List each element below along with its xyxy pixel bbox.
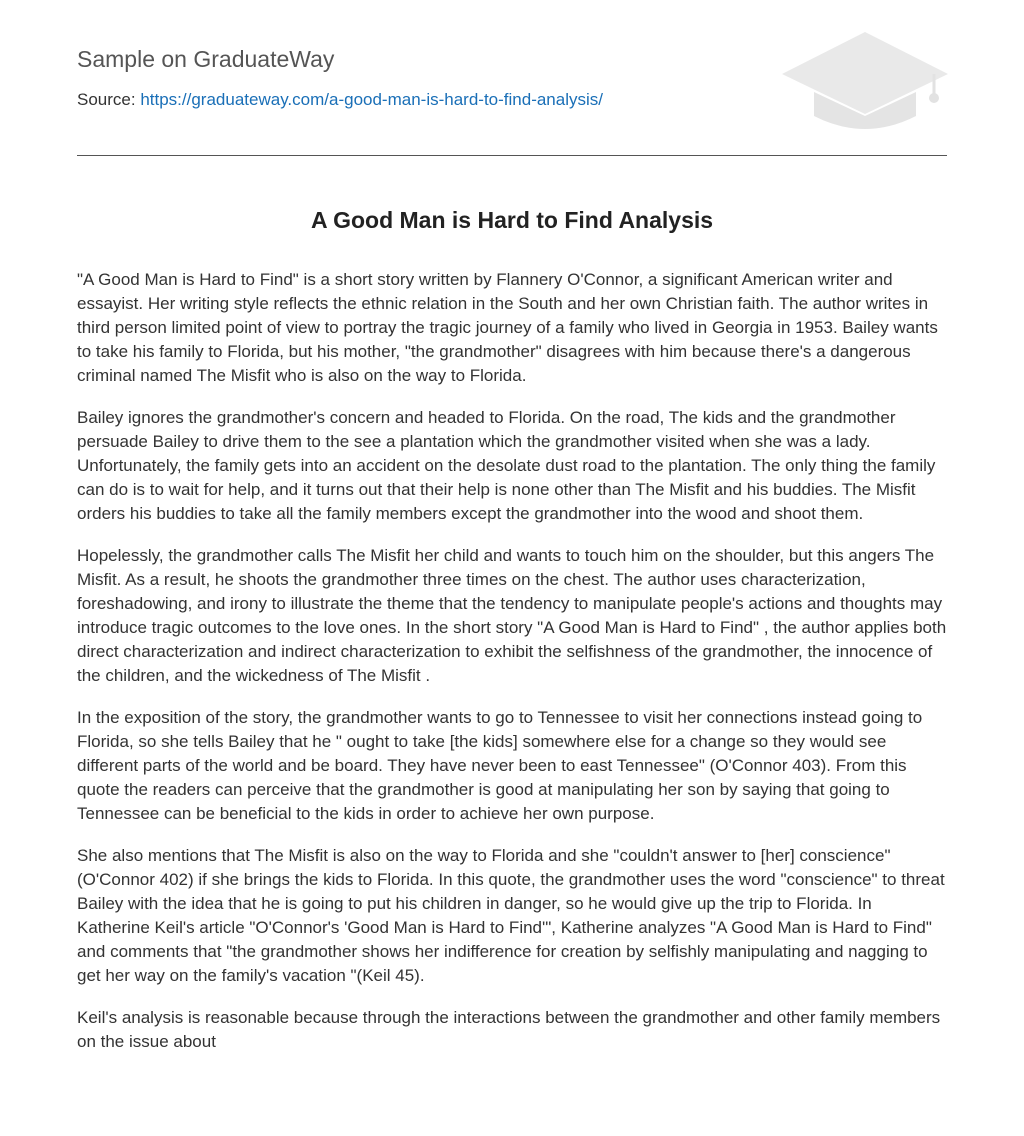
source-link[interactable]: https://graduateway.com/a-good-man-is-hard-to-find-analysis/ bbox=[140, 90, 603, 109]
article-body bbox=[77, 268, 949, 1072]
paragraph: Bailey ignores the grandmother's concern and headed to Florida. On the road, The kids and the grandmother persuade Bailey to drive them to the see a plantation which the grandmother visited when she was a lady. Unfortunately, the family gets into an accident on the desolate dust road to the plantation. The only thing the family can do is to wait for help, and it turns out that their help is none other than The Misfit and his buddies. The Misfit orders his buddies to take all the family members except the grandmother into the wood and shoot them. bbox=[77, 408, 936, 523]
article-title: A Good Man is Hard to Find Analysis bbox=[310, 207, 714, 233]
source-label: Source: bbox=[77, 90, 136, 109]
page-header bbox=[77, 0, 947, 156]
paragraph: She also mentions that The Misfit is also on the way to Florida and she "couldn't answer to [her] conscience" (O'Connor 402) if she brings the kids to Florida. In this quote, the grandmother uses the word "conscience" to threat Bailey with the idea that he is going to put his children in danger, so he would give up the trip to Florida. In Katherine Keil's article "O'Connor's 'Good Man is Hard to Find'", Katherine analyzes "A Good Man is Hard to Find" and comments that "the grandmother shows her indifference for creation by selfishly manipulating and nagging to get her way on the family's vacation "(Keil 45). bbox=[77, 846, 945, 985]
paragraph: "A Good Man is Hard to Find" is a short story written by Flannery O'Connor, a significant American writer and essayist. Her writing style reflects the ethnic relation in the South and her own Christian faith. The author writes in third person limited point of view to portray the tragic journey of a family who lived in Georgia in 1953. Bailey wants to take his family to Florida, but his mother, "the grandmother" disagrees with him because there's a dangerous criminal named The Misfit who is also on the way to Florida. bbox=[77, 270, 938, 385]
site-title: Sample on GraduateWay bbox=[77, 46, 335, 72]
source-line bbox=[77, 89, 603, 111]
paragraph: Keil's analysis is reasonable because through the interactions between the grandmother and other family members on the issue about bbox=[77, 1008, 941, 1051]
paragraph: Hopelessly, the grandmother calls The Misfit her child and wants to touch him on the shoulder, but this angers The Misfit. As a result, he shoots the grandmother three times on the chest. The author uses characterization, foreshadowing, and irony to illustrate the theme that the tendency to manipulate people's actions and thoughts may introduce tragic outcomes to the love ones. In the short story "A Good Man is Hard to Find" , the author applies both direct characterization and indirect characterization to exhibit the selfishness of the grandmother, the innocence of the children, and the wickedness of The Misfit . bbox=[77, 546, 947, 685]
paragraph: In the exposition of the story, the grandmother wants to go to Tennessee to visit her connections instead going to Florida, so she tells Bailey that he " ought to take [the kids] somewhere else for a change so they would see different parts of the world and be board. They have never been to east Tennessee" (O'Connor 403). From this quote the readers can perceive that the grandmother is good at manipulating her son by saying that going to Tennessee can be beneficial to the kids in order to achieve her own purpose. bbox=[77, 708, 923, 823]
graduation-cap-icon bbox=[780, 30, 950, 134]
